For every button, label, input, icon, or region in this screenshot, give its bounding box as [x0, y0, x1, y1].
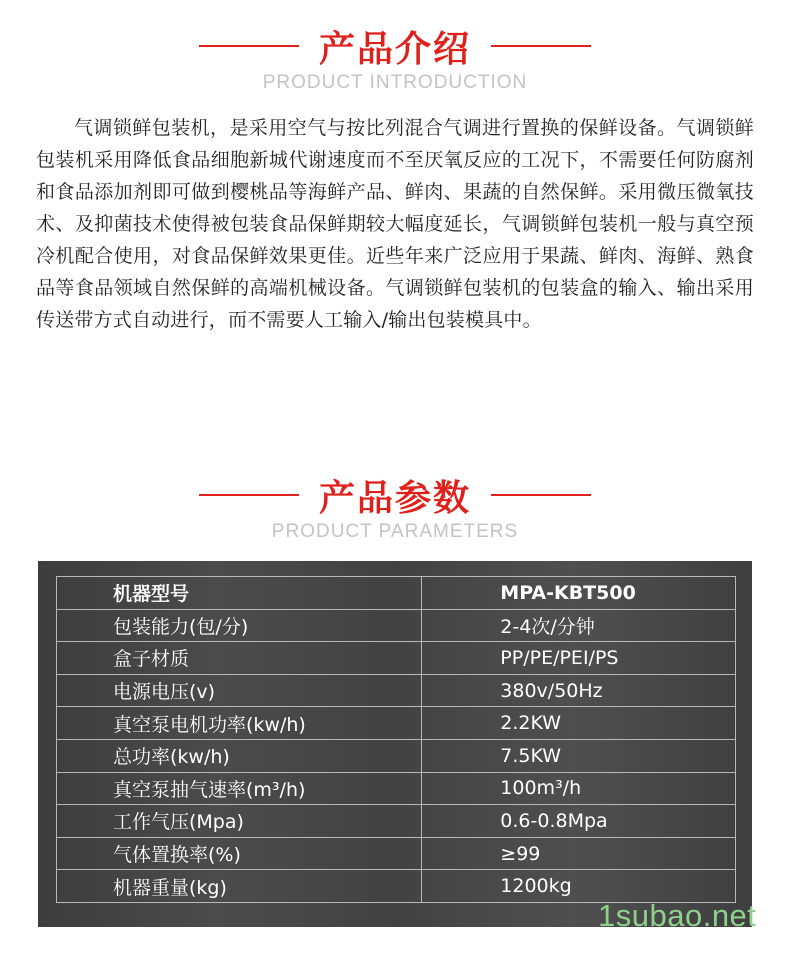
param-value: 2.2KW: [422, 707, 736, 740]
param-label: 电源电压(v): [57, 674, 422, 707]
intro-subtitle: PRODUCT INTRODUCTION: [262, 72, 528, 93]
param-value: MPA-KBT500: [422, 577, 736, 610]
param-value: 100m³/h: [422, 772, 736, 805]
title-divider-left: [199, 494, 299, 496]
table-row: [57, 707, 736, 740]
params-table-panel: [38, 561, 752, 927]
param-value: 2-4次/分钟: [422, 609, 736, 642]
table-row: [57, 739, 736, 772]
param-label: 包装能力(包/分): [57, 609, 422, 642]
table-row: [57, 772, 736, 805]
param-label: 真空泵抽气速率(m³/h): [57, 772, 422, 805]
params-header: [0, 471, 790, 543]
table-row: [57, 577, 736, 610]
param-label: 真空泵电机功率(kw/h): [57, 707, 422, 740]
param-value: PP/PE/PEI/PS: [422, 642, 736, 675]
param-label: 机器重量(kg): [57, 870, 422, 903]
param-label: 机器型号: [57, 577, 422, 610]
param-label: 盒子材质: [57, 642, 422, 675]
table-row: [57, 609, 736, 642]
param-label: 工作气压(Mpa): [57, 805, 422, 838]
param-value: 0.6-0.8Mpa: [422, 805, 736, 838]
title-divider-right: [491, 45, 591, 47]
param-label: 气体置换率(%): [57, 837, 422, 870]
param-value: ≥99: [422, 837, 736, 870]
intro-title: 产品介绍: [318, 28, 471, 70]
params-subtitle: PRODUCT PARAMETERS: [271, 521, 519, 542]
watermark: 1subao.net: [598, 898, 757, 933]
params-title: 产品参数: [318, 477, 471, 519]
table-row: [57, 642, 736, 675]
title-divider-right: [491, 494, 591, 496]
params-table: [56, 576, 736, 903]
table-row: [57, 805, 736, 838]
table-row: [57, 674, 736, 707]
intro-paragraph: 气调锁鲜包装机，是采用空气与按比列混合气调进行置换的保鲜设备。气调锁鲜包装机采用降低食品细胞新城代谢速度而不至厌氧反应的工况下，不需要任何防腐剂和食品添加剂即可做到樱桃品等海鲜产品、鲜肉、果蔬的自然保鲜。采用微压微氧技术、及抑菌技术使得被包装食品保鲜期较大幅度延长，气调锁鲜包装机一般与真空预冷机配合使用，对食品保鲜效果更佳。近些年来广泛应用于果蔬、鲜肉、海鲜、熟食品等食品领域自然保鲜的高端机械设备。气调锁鲜包装机的包装盒的输入、输出采用传送带方式自动进行，而不需要人工输入/输出包装模具中。: [36, 117, 754, 331]
param-value: 380v/50Hz: [422, 674, 736, 707]
param-value: 1200kg: [422, 870, 736, 903]
param-label: 总功率(kw/h): [57, 739, 422, 772]
table-row: [57, 837, 736, 870]
title-divider-left: [199, 45, 299, 47]
intro-header: [0, 22, 790, 94]
param-value: 7.5KW: [422, 739, 736, 772]
